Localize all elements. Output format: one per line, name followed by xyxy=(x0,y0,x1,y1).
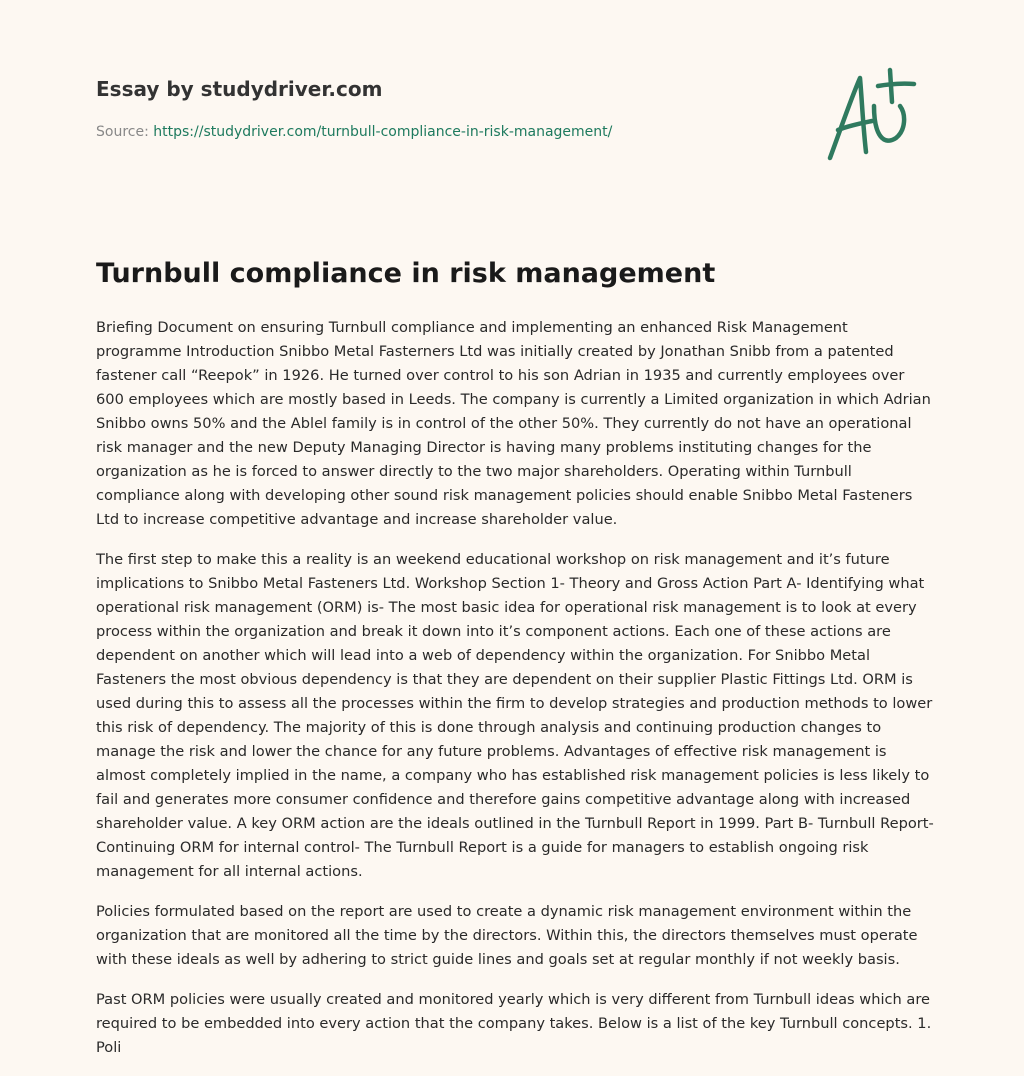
site-brand: Essay by studydriver.com xyxy=(96,77,383,101)
source-link[interactable]: https://studydriver.com/turnbull-compliance-in-risk-management/ xyxy=(153,124,613,140)
essay-body xyxy=(96,316,934,1060)
a-plus-logo-icon xyxy=(820,66,930,166)
essay-paragraph: The first step to make this a reality is an weekend educational workshop on risk management and it’s future implications to Snibbo Metal Fasteners Ltd. Workshop Section 1- Theory and Gross Action Part A- Identifying what operational risk management (ORM) is- The most basic idea for operational risk management is to look at every process within the organization and break it down into it’s component actions. Each one of these actions are dependent on another which will lead into a web of dependency within the organization. For Snibbo Metal Fasteners the most obvious dependency is that they are dependent on their supplier Plastic Fittings Ltd. ORM is used during this to assess all the processes within the firm to develop strategies and production methods to lower this risk of dependency. The majority of this is done through analysis and continuing production changes to manage the risk and lower the chance for any future problems. Advantages of effective risk management is almost completely implied in the name, a company who has established risk management policies is less likely to fail and generates more consumer confidence and therefore gains competitive advantage along with increased shareholder value. A key ORM action are the ideals outlined in the Turnbull Report in 1999. Part B- Turnbull Report- Continuing ORM for internal control- The Turnbull Report is a guide for managers to establish ongoing risk management for all internal actions. xyxy=(96,551,934,880)
page-header xyxy=(96,74,936,142)
source-label: Source: xyxy=(96,124,149,140)
essay-paragraph: Briefing Document on ensuring Turnbull compliance and implementing an enhanced Risk Management programme Introduction Snibbo Metal Fasterners Ltd was initially created by Jonathan Snibb from a patented fastener call “Reepok” in 1926. He turned over control to his son Adrian in 1935 and currently employees over 600 employees which are mostly based in Leeds. The company is currently a Limited organization in which Adrian Snibbo owns 50% and the Ablel family is in control of the other 50%. They currently do not have an operational risk manager and the new Deputy Managing Director is having many problems instituting changes for the organization as he is forced to answer directly to the two major shareholders. Operating within Turnbull compliance along with developing other sound risk management policies should enable Snibbo Metal Fasteners Ltd to increase competitive advantage and increase shareholder value. xyxy=(96,319,931,528)
essay-paragraph: Policies formulated based on the report are used to create a dynamic risk management environment within the organization that are monitored all the time by the directors. Within this, the directors themselves must operate with these ideals as well by adhering to strict guide lines and goals set at regular monthly if not weekly basis. xyxy=(96,903,918,968)
source-line xyxy=(96,122,936,142)
essay-content xyxy=(96,252,934,1076)
essay-title: Turnbull compliance in risk management xyxy=(96,258,716,289)
essay-paragraph: Past ORM policies were usually created and monitored yearly which is very different from Turnbull ideas which are required to be embedded into every action that the company takes. Below is a list of the key Turnbull concepts. 1. Poli xyxy=(96,991,932,1056)
